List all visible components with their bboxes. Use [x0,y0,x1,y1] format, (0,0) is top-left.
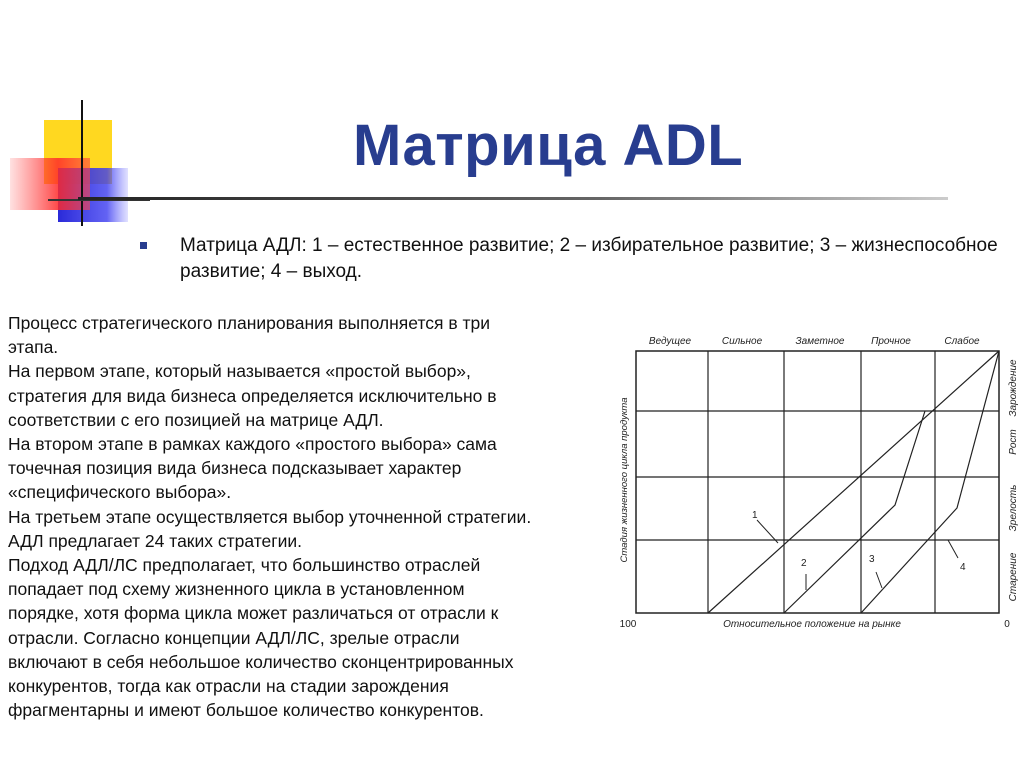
row-label: Рост [1008,429,1019,455]
column-header: Заметное [795,336,845,347]
column-header: Прочное [871,336,911,347]
row-label: Зарождение [1008,359,1019,417]
body-line: порядке, хотя форма цикла может различаться от отрасли к [8,603,499,624]
body-paragraph [8,311,608,722]
adl-matrix-diagram [612,330,1024,632]
matrix-frame [636,351,999,613]
title-divider [78,197,948,200]
body-line: конкурентов, тогда как отрасли на стадии зарождения [8,676,449,697]
slide-title: Матрица ADL [353,113,744,178]
y-axis-label: Стадия жизненного цикла продукта [619,397,630,563]
x-axis-label: Относительное положение на рынке [723,619,901,630]
column-header: Слабое [944,336,980,347]
decorative-logo [0,100,150,230]
curve-2 [784,411,925,613]
x-max-label: 0 [1004,619,1010,630]
body-line: фрагментарны и имеют большое количество конкурентов. [8,700,484,721]
column-header: Сильное [721,336,763,347]
body-line: Процесс стратегического планирования выполняется в три [8,313,491,333]
column-header: Ведущее [648,336,692,347]
curve-label: 3 [869,554,875,565]
bullet-square-icon [140,242,147,249]
curve-1 [708,351,999,613]
curve-3-pointer [876,572,882,588]
body-line: этапа. [8,337,59,358]
curve-label: 1 [752,510,758,521]
body-line: На третьем этапе осуществляется выбор уточненной стратегии. [8,506,532,527]
curve-3 [861,351,999,613]
curve-4-pointer [948,540,958,558]
body-line: соответствии с его позицией на матрице АДЛ. [8,409,384,430]
body-line: Подход АДЛ/ЛС предполагает, что большинство отраслей [8,555,481,576]
curve-label: 2 [801,558,807,569]
body-line: На втором этапе в рамках каждого «простого выбора» сама [8,434,497,455]
body-line: На первом этапе, который называется «простой выбор», [8,361,471,382]
x-min-label: 100 [619,619,637,630]
row-label: Зрелость [1008,484,1019,532]
body-line: включают в себя небольшое количество сконцентрированных [8,651,514,672]
body-line: стратегия для вида бизнеса определяется исключительно в [8,385,497,406]
body-line: точечная позиция вида бизнеса подсказывает характер [8,458,462,479]
body-line: отрасли. Согласно концепции АДЛ/ЛС, зрелые отрасли [8,627,460,648]
body-line: попадает под схему жизненного цикла в установленном [8,579,465,600]
body-line: «специфического выбора». [8,482,232,503]
bullet-text: Матрица АДЛ: 1 – естественное развитие; 2 – избирательное развитие; 3 – жизнеспособное развитие; 4 – выход. [180,235,998,282]
row-label: Старение [1008,552,1019,602]
body-line: АДЛ предлагает 24 таких стратегии. [8,530,303,551]
curve-label: 4 [960,562,966,573]
